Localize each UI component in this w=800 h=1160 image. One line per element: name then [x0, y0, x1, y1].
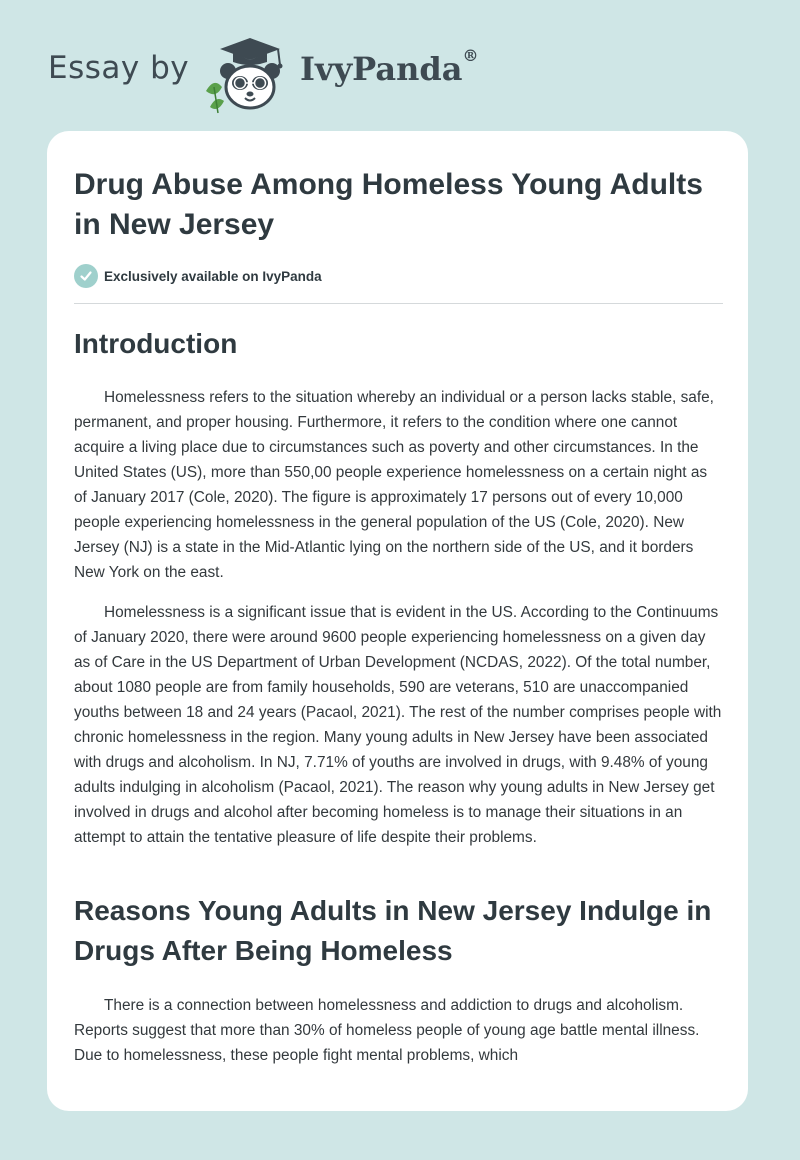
essay-by-label: Essay by — [48, 50, 190, 86]
site-header — [0, 0, 800, 130]
paragraph: Homelessness refers to the situation whereby an individual or a person lacks stable, safe, permanent, and proper housing. Furthermore, it refers to the condition where one cannot acquire a living place due to circumstances such as poverty and other circumstances. In the United States (US), more than 550,00 people experience homelessness on a certain night as of January 2017 (Cole, 2020). The figure is approximately 17 persons out of every 10,000 people experiencing homelessness in the general population of the US (Cole, 2020). New Jersey (NJ) is a state in the Mid-Atlantic lying on the northern side of the US, and it borders New York on the east. — [74, 389, 714, 581]
title-divider — [74, 303, 723, 304]
paragraph: Homelessness is a significant issue that is evident in the US. According to the Continuums of January 2020, there were around 9600 people experiencing homelessness on a given day as of Care in the US Department of Urban Development (NCDAS, 2022). Of the total number, about 1080 people are from family households, 590 are veterans, 510 are unaccompanied youths between 18 and 24 years (Pacaol, 2021). The rest of the number comprises people with chronic homelessness in the region. Many young adults in New Jersey have been associated with drugs and alcoholism. In NJ, 7.71% of youths are involved in drugs, with 9.48% of young adults indulging in alcoholism (Pacaol, 2021). The reason why young adults in New Jersey get involved in drugs and alcohol after becoming homeless is to manage their situations in an attempt to attain the tentative pleasure of life despite their problems. — [74, 604, 722, 846]
brand-text: IvyPanda — [300, 50, 463, 88]
article-title: Drug Abuse Among Homeless Young Adults in New Jersey — [74, 168, 703, 241]
registered-mark: ® — [462, 46, 479, 65]
paragraph: There is a connection between homelessness and addiction to drugs and alcoholism. Reports suggest that more than 30% of homeless people of young age battle mental illness. Due to homelessness, these people fight mental problems, which — [74, 997, 700, 1064]
article-card — [47, 131, 748, 1111]
exclusive-label: Exclusively available on IvyPanda — [104, 268, 322, 284]
section-heading-introduction: Introduction — [74, 328, 238, 359]
check-circle-icon — [74, 264, 98, 288]
section-heading-reasons: Reasons Young Adults in New Jersey Indulge in Drugs After Being Homeless — [74, 895, 712, 966]
brand-name[interactable] — [300, 46, 479, 88]
panda-logo-icon[interactable] — [200, 35, 292, 115]
exclusive-badge — [74, 263, 322, 289]
